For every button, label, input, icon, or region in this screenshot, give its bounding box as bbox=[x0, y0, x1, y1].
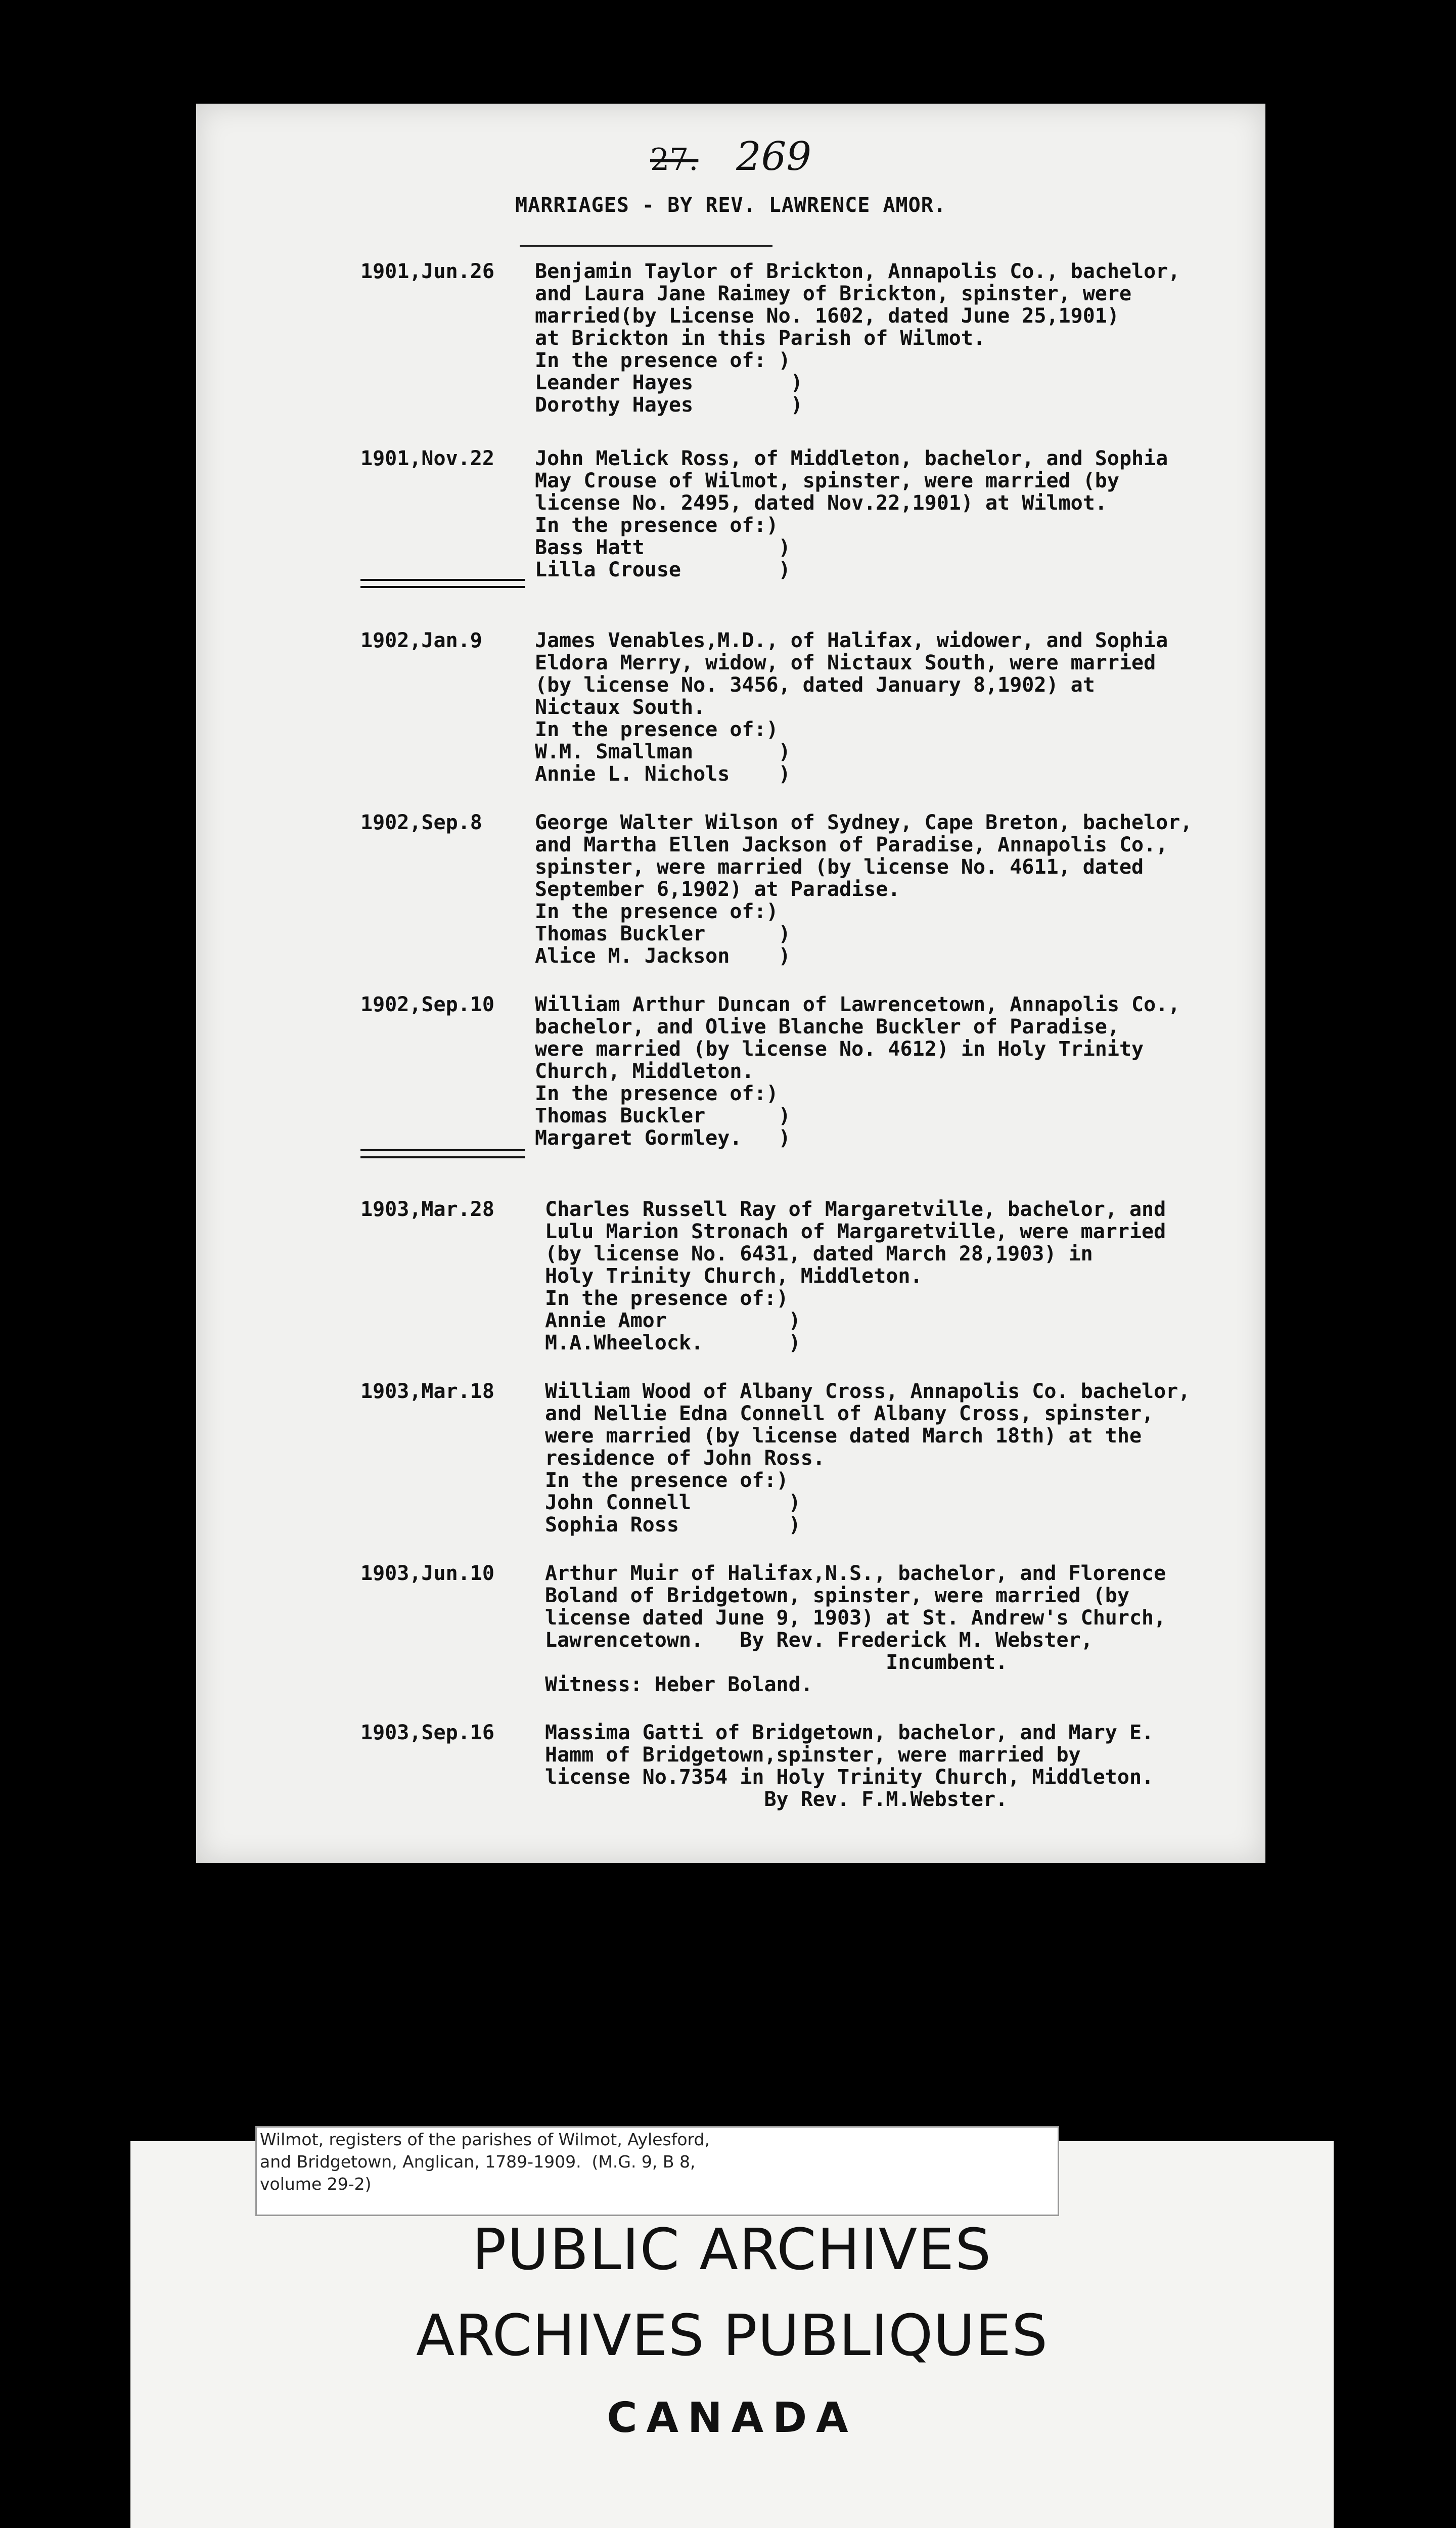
collection-label: Wilmot, registers of the parishes of Wilmot, Aylesford, and Bridgetown, Anglican, 1789-1909. (M.G. 9, B 8, volume 29-2) bbox=[255, 2126, 1059, 2216]
heading-underline bbox=[520, 245, 772, 247]
archives-country: CANADA bbox=[607, 2394, 857, 2442]
entry-date: 1903,Mar.18 bbox=[360, 1380, 494, 1403]
entry-text: William Arthur Duncan of Lawrencetown, Annapolis Co., bachelor, and Olive Blanche Buckler of Paradise, were married (by license No. 4612) in Holy Trinity Church, Middleton. In the presence of:) Thomas Buckler ) Margaret Gormley. ) bbox=[535, 993, 1180, 1150]
entry-text: Benjamin Taylor of Brickton, Annapolis Co., bachelor, and Laura Jane Raimey of Brickton, spinster, were married(by License No. 1602, dated June 25,1901) at Brickton in this Parish of Wilmot. In the presence of: ) Leander Hayes ) Dorothy Hayes ) bbox=[535, 260, 1180, 417]
archives-title-fr: ARCHIVES PUBLIQUES bbox=[416, 2303, 1049, 2369]
entry-text: Arthur Muir of Halifax,N.S., bachelor, and Florence Boland of Bridgetown, spinster, were married (by license dated June 9, 1903) at St. Andrew's Church, Lawrencetown. By Rev. Frederick M. Webster, Incumbent. Witness: Heber Boland. bbox=[545, 1562, 1166, 1696]
entry-date: 1902,Sep.10 bbox=[360, 993, 494, 1016]
entry-date: 1903,Mar.28 bbox=[360, 1198, 494, 1221]
entry-date: 1903,Jun.10 bbox=[360, 1562, 494, 1585]
entry-text: Massima Gatti of Bridgetown, bachelor, and Mary E. Hamm of Bridgetown,spinster, were married by license No.7354 in Holy Trinity Church, Middleton. By Rev. F.M.Webster. bbox=[545, 1721, 1154, 1811]
entry-text: John Melick Ross, of Middleton, bachelor, and Sophia May Crouse of Wilmot, spinster, were married (by license No. 2495, dated Nov.22,1901) at Wilmot. In the presence of:) Bass Hatt ) Lilla Crouse ) bbox=[535, 447, 1168, 581]
double-rule-separator bbox=[360, 579, 525, 588]
page-heading: MARRIAGES - BY REV. LAWRENCE AMOR. bbox=[515, 194, 946, 217]
entry-date: 1902,Jan.9 bbox=[360, 629, 482, 652]
entry-date: 1903,Sep.16 bbox=[360, 1721, 494, 1744]
entry-text: George Walter Wilson of Sydney, Cape Breton, bachelor, and Martha Ellen Jackson of Paradise, Annapolis Co., spinster, were married (by license No. 4611, dated September 6,1902) at Paradise. In the presence of:) Thomas Buckler ) Alice M. Jackson ) bbox=[535, 811, 1193, 968]
entry-date: 1901,Nov.22 bbox=[360, 447, 494, 470]
archives-title-en: PUBLIC ARCHIVES bbox=[472, 2217, 992, 2283]
entry-date: 1901,Jun.26 bbox=[360, 260, 494, 283]
entry-text: James Venables,M.D., of Halifax, widower, and Sophia Eldora Merry, widow, of Nictaux South, were married (by license No. 3456, dated January 8,1902) at Nictaux South. In the presence of:) W.M. Smallman ) Annie L. Nichols ) bbox=[535, 629, 1168, 786]
entry-text: William Wood of Albany Cross, Annapolis Co. bachelor, and Nellie Edna Connell of Albany Cross, spinster, were married (by license dated March 18th) at the residence of John Ross. In the presence of:) John Connell ) Sophia Ross ) bbox=[545, 1380, 1191, 1537]
entry-date: 1902,Sep.8 bbox=[360, 811, 482, 834]
register-page bbox=[196, 104, 1265, 1863]
page-number bbox=[196, 134, 1265, 179]
handwritten-page-number: 269 bbox=[736, 134, 812, 179]
double-rule-separator bbox=[360, 1149, 525, 1158]
entry-text: Charles Russell Ray of Margaretville, bachelor, and Lulu Marion Stronach of Margaretville, were married (by license No. 6431, dated March 28,1903) in Holy Trinity Church, Middleton. In the presence of:) Annie Amor ) M.A.Wheelock. ) bbox=[545, 1198, 1166, 1355]
struck-page-number: 27. bbox=[650, 142, 699, 177]
